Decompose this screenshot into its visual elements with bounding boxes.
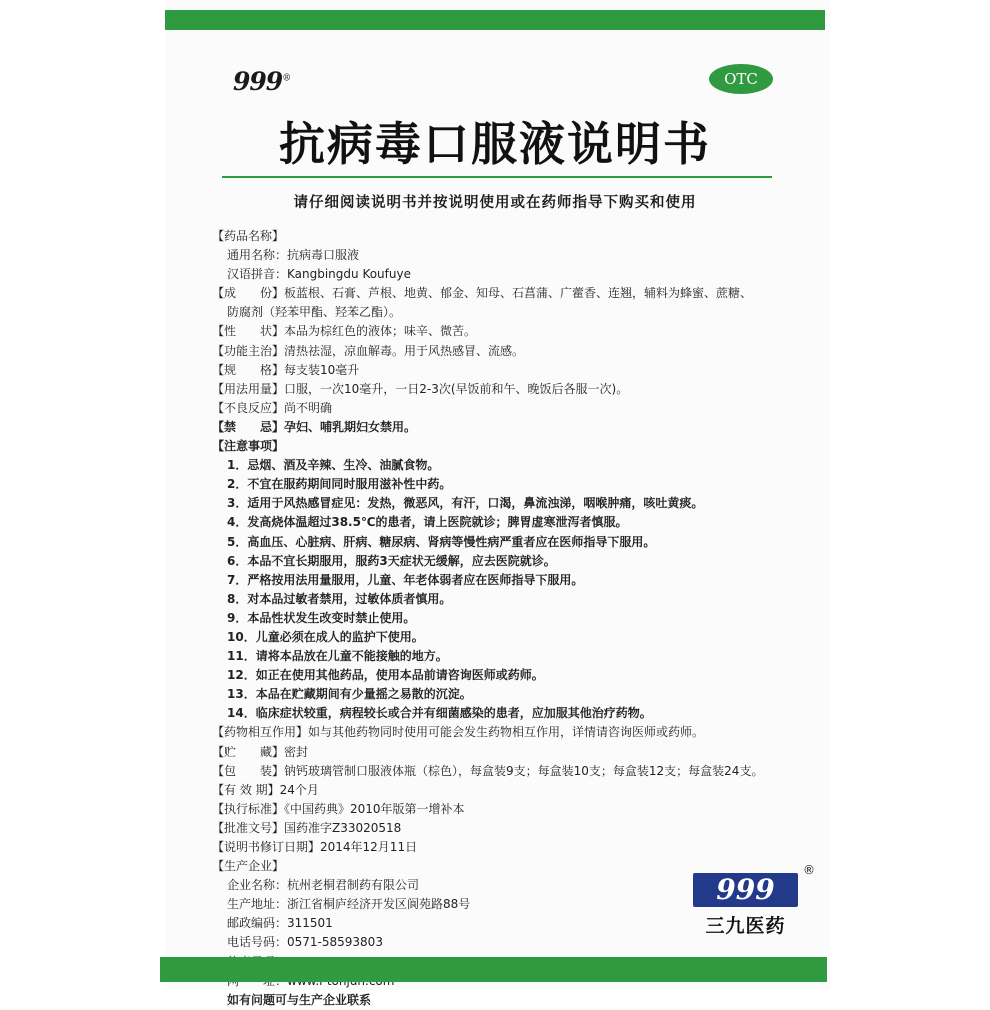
document-subtitle: 请仔细阅读说明书并按说明使用或在药师指导下购买和使用 bbox=[293, 195, 697, 211]
leaflet-line: 5．高血压、心脏病、肝病、糖尿病、肾病等慢性病严重者应在医师指导下服用。 bbox=[227, 534, 656, 549]
leaflet-line: 【注意事项】 bbox=[212, 439, 285, 454]
leaflet-line: 14．临床症状较重，病程较长或合并有细菌感染的患者，应加服其他治疗药物。 bbox=[227, 706, 652, 721]
leaflet-line: 12．如正在使用其他药品，使用本品前请咨询医师或药师。 bbox=[227, 668, 544, 683]
leaflet-line: 【说明书修订日期】2014年12月11日 bbox=[212, 840, 418, 854]
logo-text: 999 bbox=[233, 67, 283, 96]
title-divider bbox=[222, 176, 772, 178]
leaflet-line: 【药品名称】 bbox=[212, 229, 285, 243]
brand-badge-999: 999 bbox=[693, 873, 798, 907]
leaflet-line: 防腐剂（羟苯甲酯、羟苯乙酯）。 bbox=[227, 305, 402, 320]
registered-mark: ® bbox=[282, 73, 291, 84]
leaflet-line: 6．本品不宜长期服用，服药3天症状无缓解，应去医院就诊。 bbox=[227, 553, 556, 568]
leaflet-line: 【禁 忌】孕妇、哺乳期妇女禁用。 bbox=[212, 419, 417, 434]
leaflet-line: 2．不宜在服药期间同时服用滋补性中药。 bbox=[227, 477, 452, 492]
leaflet-line: 【不良反应】尚不明确 bbox=[212, 400, 333, 415]
leaflet-line: 【成 份】板蓝根、石膏、芦根、地黄、郁金、知母、石菖蒲、广藿香、连翘，辅料为蜂蜜、蔗糖、 bbox=[212, 286, 753, 301]
otc-badge: OTC bbox=[709, 64, 773, 94]
leaflet-line: 【有 效 期】24个月 bbox=[212, 782, 319, 797]
leaflet-line: 通用名称：抗病毒口服液 bbox=[227, 248, 360, 263]
leaflet-line: 【药物相互作用】如与其他药物同时使用可能会发生药物相互作用，详情请咨询医师或药师。 bbox=[212, 725, 705, 740]
leaflet-line: 8．对本品过敏者禁用，过敏体质者慎用。 bbox=[227, 591, 452, 606]
leaflet-line: 企业名称：杭州老桐君制药有限公司 bbox=[227, 878, 420, 893]
leaflet-line: 1．忌烟、酒及辛辣、生冷、油腻食物。 bbox=[227, 458, 440, 473]
leaflet-line: 7．严格按用法用量服用，儿童、年老体弱者应在医师指导下服用。 bbox=[227, 572, 584, 587]
brand-name: 三九医药 bbox=[705, 915, 786, 937]
leaflet-line: 【贮 藏】密封 bbox=[212, 744, 309, 759]
leaflet-line: 【用法用量】口服，一次10毫升，一日2-3次(早饭前和午、晚饭后各服一次)。 bbox=[212, 381, 629, 396]
leaflet-line: 【性 状】本品为棕红色的液体；味辛、微苦。 bbox=[212, 324, 477, 339]
leaflet-line: 【功能主治】清热祛湿，凉血解毒。用于风热感冒、流感。 bbox=[212, 343, 525, 358]
leaflet-line: 电话号码：0571-58593803 bbox=[227, 935, 383, 950]
leaflet-line: 邮政编码：311501 bbox=[227, 916, 333, 931]
leaflet-line: 【批准文号】国药准字Z33020518 bbox=[212, 820, 402, 835]
leaflet-line: 汉语拼音：Kangbingdu Koufuye bbox=[227, 267, 411, 282]
leaflet-line: 【包 装】钠钙玻璃管制口服液体瓶（棕色），每盒装9支；每盒装10支；每盒装12支；每盒装24支。 bbox=[212, 763, 764, 778]
document-title: 抗病毒口服液说明书 bbox=[279, 117, 711, 171]
leaflet-line: 【生产企业】 bbox=[212, 859, 285, 874]
leaflet-line: 13．本品在贮藏期间有少量摇之易散的沉淀。 bbox=[227, 687, 472, 702]
brand-block bbox=[693, 863, 815, 938]
leaflet-line: 11．请将本品放在儿童不能接触的地方。 bbox=[227, 649, 448, 664]
bottom-green-band bbox=[160, 957, 827, 982]
leaflet-line: 4．发高烧体温超过38.5℃的患者，请上医院就诊；脾胃虚寒泄泻者慎服。 bbox=[227, 515, 628, 530]
leaflet-line: 9．本品性状发生改变时禁止使用。 bbox=[227, 610, 416, 625]
leaflet-line: 3．适用于风热感冒症见：发热，微恶风，有汗，口渴，鼻流浊涕，咽喉肿痛，咳吐黄痰。 bbox=[227, 496, 704, 511]
brand-registered-mark: ® bbox=[803, 863, 815, 877]
leaflet-line: 10．儿童必须在成人的监护下使用。 bbox=[227, 629, 424, 644]
leaflet-line: 【执行标准】《中国药典》2010年版第一增补本 bbox=[212, 801, 465, 816]
top-green-band bbox=[165, 10, 825, 30]
leaflet-line: 如有问题可与生产企业联系 bbox=[227, 992, 372, 1007]
brand-logo-999 bbox=[233, 67, 290, 96]
leaflet-line: 【规 格】每支装10毫升 bbox=[212, 362, 360, 377]
leaflet-line: 生产地址：浙江省桐庐经济开发区阆苑路88号 bbox=[227, 897, 471, 912]
